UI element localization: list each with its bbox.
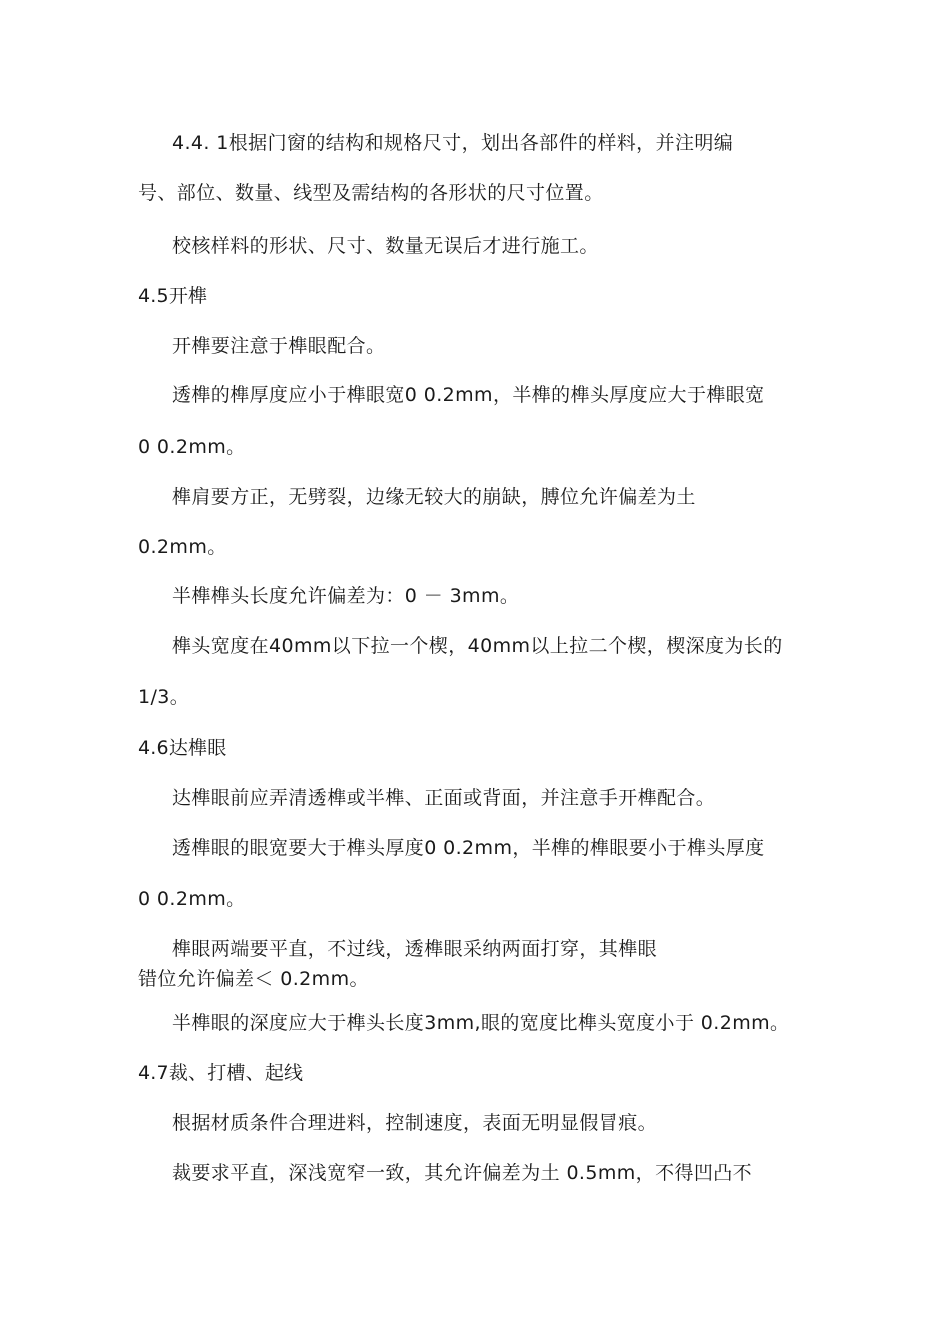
- paragraph-line-through-tenon-cont: 0 0.2mm。: [138, 436, 246, 458]
- paragraph-line-half-tenon-length: 半榫榫头长度允许偏差为：0 － 3mm。: [172, 585, 520, 607]
- section-heading-4-6: 4.6达榫眼: [138, 737, 227, 759]
- paragraph-line-4-4-1-cont: 号、部位、数量、线型及需结构的各形状的尺寸位置。: [138, 182, 604, 204]
- paragraph-line-mortise-width-cont: 0 0.2mm。: [138, 888, 246, 910]
- paragraph-line-mortise-ends-cont: 错位允许偏差＜ 0.2mm。: [138, 968, 369, 990]
- paragraph-line-half-mortise-depth: 半榫眼的深度应大于榫头长度3mm,眼的宽度比榫头宽度小于 0.2mm。: [172, 1012, 790, 1034]
- paragraph-line-4-4-1: 4.4. 1根据门窗的结构和规格尺寸，划出各部件的样料，并注明编: [172, 132, 734, 154]
- paragraph-line-wedge-cont: 1/3。: [138, 686, 190, 708]
- paragraph-line-tenon-fit: 开榫要注意于榫眼配合。: [172, 335, 386, 357]
- paragraph-line-verify: 校核样料的形状、尺寸、数量无误后才进行施工。: [172, 235, 599, 257]
- paragraph-line-through-tenon: 透榫的榫厚度应小于榫眼宽0 0.2mm，半榫的榫头厚度应大于榫眼宽: [172, 384, 765, 406]
- paragraph-line-feed-control: 根据材质条件合理进料，控制速度，表面无明显假冒痕。: [172, 1112, 658, 1134]
- section-heading-4-7: 4.7裁、打槽、起线: [138, 1062, 304, 1084]
- paragraph-line-wedge: 榫头宽度在40mm以下拉一个楔，40mm以上拉二个楔，楔深度为长的: [172, 635, 783, 657]
- paragraph-line-mortise-ends: 榫眼两端要平直，不过线，透榫眼采纳两面打穿，其榫眼: [172, 938, 658, 960]
- paragraph-line-shoulder-cont: 0.2mm。: [138, 536, 227, 558]
- paragraph-line-mortise-width: 透榫眼的眼宽要大于榫头厚度0 0.2mm，半榫的榫眼要小于榫头厚度: [172, 837, 765, 859]
- paragraph-line-shoulder: 榫肩要方正，无劈裂，边缘无较大的崩缺，膊位允许偏差为土: [172, 486, 696, 508]
- paragraph-line-mortise-prep: 达榫眼前应弄清透榫或半榫、正面或背面，并注意手开榫配合。: [172, 787, 716, 809]
- paragraph-line-rabbet-flat: 裁要求平直，深浅宽窄一致，其允许偏差为土 0.5mm，不得凹凸不: [172, 1162, 753, 1184]
- section-heading-4-5: 4.5开榫: [138, 285, 208, 307]
